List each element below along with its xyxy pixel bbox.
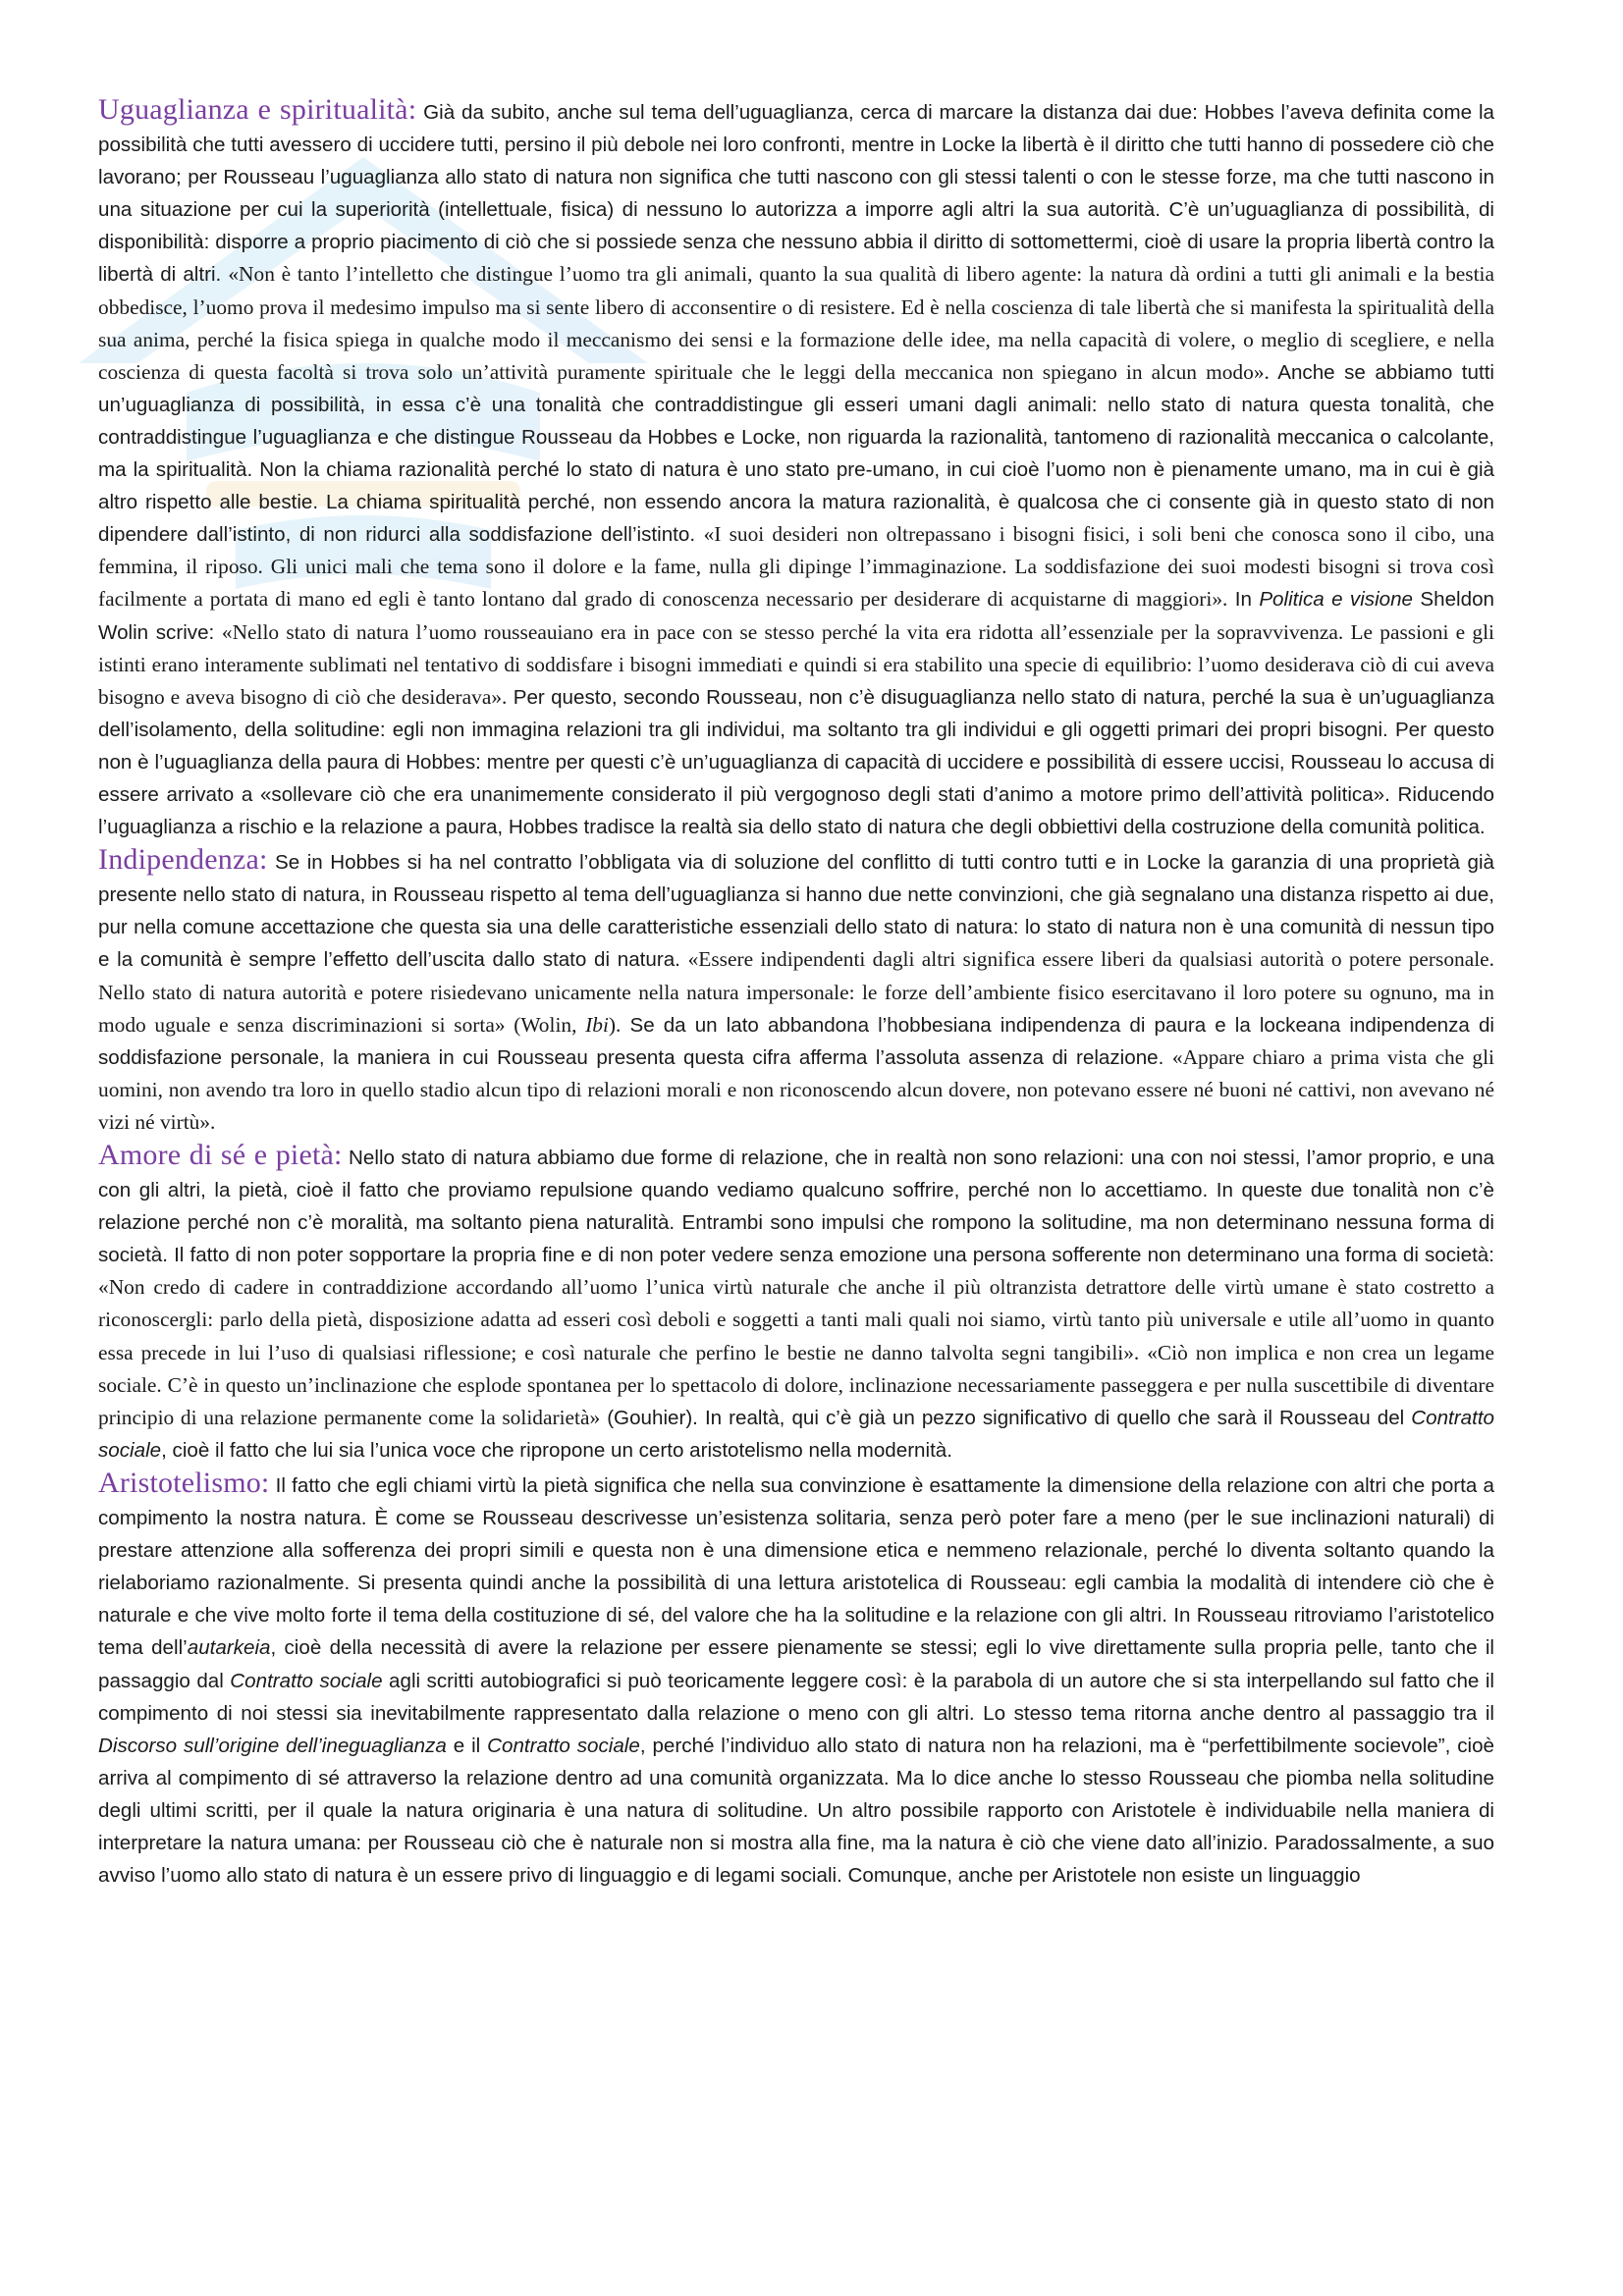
text-run: Se in Hobbes si ha nel contratto l’obbligata via di soluzione del conflitto di tutti contro tutti e in Locke la garanzia di una proprietà già presente nello stato di natura, in Rousseau rispetto al tema dell’uguaglianza si hanno due nette convinzioni, che già segnalano una distanza rispetto ai due, pur nella comune accettazione che questa sia una delle caratteristiche essenziali dello stato di natura: lo stato di natura non è una comunità di nessun tipo e la comunità è sempre l’effetto dell’uscita dallo stato di natura.: [98, 851, 1494, 972]
text-run: agli scritti autobiografici si può teoricamente leggere così: è la parabola di un autore che si sta interpellando sul fatto che il compimento di noi stessi sia inevitabilmente rappresentato dalla relazione o meno con gli altri. Lo stesso tema ritorna anche dentro al passaggio tra il: [98, 1669, 1494, 1725]
book-title: Discorso sull’origine dell’ineguaglianza: [98, 1734, 447, 1757]
term-italic: autarkeia: [187, 1636, 271, 1660]
quote-run: ).: [608, 1012, 622, 1037]
quote-run: «Non è tanto l’intelletto che distingue l’uomo tra gli animali, quanto la sua qualità di libero agente: la natura dà ordini a tutti gli animali e la bestia obbedisce, l’uomo prova il medesimo impulso ma si sente libero di acconsentire o di resistere. Ed è nella coscienza di tale libertà che si manifesta la spiritualità della sua anima, perché la fisica spiega in qualche modo il meccanismo dei sensi e la formazione delle idee, ma nella capacità di volere, o meglio di scegliere, e nella coscienza di questa facoltà si trova solo un’attività puramente spirituale che le leggi della meccanica non spiegano in alcun modo».: [98, 262, 1494, 384]
book-title: Politica e visione: [1259, 588, 1414, 612]
text-run: Se da un lato abbandona l’hobbesiana indipendenza di paura e la lockeana indipendenza di soddisfazione personale, la maniera in cui Rousseau presenta questa cifra afferma l’assoluta assenza di relazione.: [98, 1013, 1494, 1069]
text-run: In: [1227, 588, 1260, 612]
section-heading: Indipendenza:: [98, 843, 268, 877]
text-run: , cioè il fatto che lui sia l’unica voce che ripropone un certo aristotelismo nella modernità.: [161, 1438, 952, 1462]
section-heading: Amore di sé e pietà:: [98, 1139, 343, 1171]
text-run: , perché l’individuo allo stato di natura non ha relazioni, ma è “perfettibilmente socievole”, cioè arriva al compimento di sé attraverso la relazione dentro ad una comunità organizzata. Ma lo dice anche lo stesso Rousseau che piomba nella solitudine degli ultimi scritti, per il quale la natura originaria è una natura di solitudine. Un altro possibile rapporto con Aristotele è individuabile nella maniera di interpretare la natura umana: per Rousseau ciò che è naturale non si mostra alla fine, ma la natura è ciò che viene dato all’inizio. Paradossalmente, a suo avviso l’uomo allo stato di natura è un essere privo di linguaggio e di legami sociali. Comunque, anche per Aristotele non esiste un linguaggio: [98, 1734, 1494, 1888]
text-run: Nello stato di natura abbiamo due forme di relazione, che in realtà non sono relazioni: una con noi stessi, l’amor proprio, e una con gli altri, la pietà, cioè il fatto che proviamo repulsione quando vediamo qualcuno soffrire, perché non lo accettiamo. In queste due tonalità non c’è relazione perché non c’è moralità, ma soltanto piena naturalità. Entrambi sono impulsi che rompono la solitudine, ma non determinano nessuna forma di società. Il fatto di non poter sopportare la propria fine e di non poter vedere senza emozione una persona sofferente non determinano una forma di società:: [98, 1147, 1494, 1267]
text-run: Per questo, secondo Rousseau, non c’è disuguaglianza nello stato di natura, perché la sua è un’uguaglianza dell’isolamento, della solitudine: egli non immagina relazioni tra gli individui, ma soltanto tra gli individui e gli oggetti primari dei propri bisogni. Per questo non è l’uguaglianza della paura di Hobbes: mentre per questi c’è un’uguaglianza di capacità di uccidere e possibilità di essere uccisi, Rousseau lo accusa di essere arrivato a «sollevare ciò che era unanimemente considerato il più vergognoso degli stati d’animo a motore primo dell’attività politica». Riducendo l’uguaglianza a rischio e la relazione a paura, Hobbes tradisce la realtà sia dello stato di natura che degli obbiettivi della costruzione della comunità politica.: [98, 685, 1494, 839]
text-run: Sheldon Wolin scrive:: [98, 588, 1494, 644]
book-title: Contratto sociale: [98, 1406, 1494, 1462]
quote-run: «I suoi desideri non oltrepassano i bisogni fisici, i soli beni che conosca sono il cibo, una femmina, il riposo. Gli unici mali che tema sono il dolore e la fame, nulla gli dipinge l’immaginazione. La soddisfazione dei suoi modesti bisogni si trova così facilmente a portata di mano ed egli è tanto lontano dal grado di conoscenza necessario per desiderare di acquistarne di maggiori».: [98, 522, 1494, 612]
quote-run: «Appare chiaro a prima vista che gli uomini, non avendo tra loro in quello stadio alcun tipo di relazioni morali e non riconoscendo alcun dovere, non potevano essere né buoni né cattivi, non avevano né vizi né virtù».: [98, 1044, 1494, 1134]
book-title: Contratto sociale: [230, 1669, 383, 1692]
text-run: (Gouhier). In realtà, qui c’è già un pezzo significativo di quello che sarà il Rousseau del: [600, 1406, 1412, 1429]
book-title: Contratto sociale: [487, 1734, 640, 1757]
text-run: Già da subito, anche sul tema dell’uguaglianza, cerca di marcare la distanza dai due: Hobbes l’aveva definita come la possibilità che tutti avessero di uccidere tutti, persino il più debole nei loro confronti, mentre in Locke la libertà è il diritto che tutti hanno di possedere ciò che lavorano; per Rousseau l’uguaglianza allo stato di natura non significa che tutti nascono con gli stessi talenti o con le stesse forze, ma che tutti nascono in una situazione per cui la superiorità (intellettuale, fisica) di nessuno lo autorizza a imporre agli altri la sua autorità. C’è un’uguaglianza di possibilità, di disponibilità: disporre a proprio piacimento di ciò che si possiede senza che nessuno abbia il diritto di sottomettermi, cioè di usare la propria libertà contro la libertà di altri.: [98, 101, 1495, 287]
text-run: Anche se abbiamo tutti un’uguaglianza di possibilità, in essa c’è una tonalità che contraddistingue gli esseri umani dagli animali: nello stato di natura questa tonalità, che contraddistingue l’uguaglianza e che distingue Rousseau da Hobbes e Locke, non riguarda la razionalità, tantomeno di razionalità meccanica o calcolante, ma la spiritualità. Non la chiama razionalità perché lo stato di natura è uno stato pre-umano, in cui cioè l’uomo non è pienamente umano, ma in cui è già altro rispetto alle bestie. La chiama spiritualità perché, non essendo ancora la matura razionalità, è qualcosa che ci consente già in questo stato di non dipendere dall’istinto, di non ridurci alla soddisfazione dell’istinto.: [98, 360, 1494, 547]
quote-run: «Nello stato di natura l’uomo rousseauiano era in pace con se stesso perché la vita era ridotta all’essenziale per la sopravvivenza. Le passioni e gli istinti erano interamente sublimati nel tentativo di soddisfare i bisogni immediati e quindi si era stabilito una specie di equilibrio: l’uomo desiderava ciò di cui aveva bisogno e aveva bisogno di ciò che desiderava».: [98, 619, 1494, 709]
section-amore-di-se: [98, 1139, 1494, 1467]
section-aristotelismo: [98, 1467, 1494, 1892]
quote-run: «Essere indipendenti dagli altri significa essere liberi da qualsiasi autorità o potere personale. Nello stato di natura autorità e potere risiedevano unicamente nella natura impersonale: le forze dell’ambiente fisico esercitavano il loro potere su ognuno, ma in modo uguale e senza discriminazioni si sorta» (Wolin,: [98, 947, 1494, 1037]
section-uguaglianza: [98, 93, 1494, 843]
document-page: [98, 93, 1494, 1892]
text-run: Il fatto che egli chiami virtù la pietà significa che nella sua convinzione è esattamente la dimensione della relazione con altri che porta a compimento la nostra natura. È come se Rousseau descrivesse un’esistenza solitaria, senza però poter fare a meno (per le sue inclinazioni naturali) di prestare attenzione alla sofferenza dei propri simili e questa non è una dimensione etica e nemmeno relazionale, perché lo diventa soltanto quando la rielaboriamo razionalmente. Si presenta quindi anche la possibilità di una lettura aristotelica di Rousseau: egli cambia la modalità di intendere ciò che è naturale e che vive molto forte il tema della costituzione di sé, del valore che ha la solitudine e la relazione con gli altri. In Rousseau ritroviamo l’aristotelico tema dell’: [98, 1473, 1494, 1660]
section-indipendenza: [98, 843, 1494, 1139]
section-heading: Uguaglianza e spiritualità:: [98, 93, 417, 126]
quote-italic-run: Ibi: [585, 1012, 609, 1037]
text-run: , cioè della necessità di avere la relazione per essere pienamente se stessi; egli lo vive direttamente sulla propria pelle, tanto che il passaggio dal: [98, 1636, 1495, 1692]
quote-run: «Non credo di cadere in contraddizione accordando all’uomo l’unica virtù naturale che anche il più oltranzista detrattore delle virtù umane è stato costretto a riconoscergli: parlo della pietà, disposizione adatta ad esseri così deboli e soggetti a tanti mali quali noi siamo, virtù tanto più universale e utile all’uomo in quanto essa precede in lui l’uso di qualsiasi riflessione; e così naturale che perfino le bestie ne danno talvolta segni tangibili». «Ciò non implica e non crea un legame sociale. C’è in questo un’inclinazione che esplode spontanea per lo spettacolo di dolore, inclinazione necessariamente passeggera e per nulla suscettibile di diventare principio di una relazione permanente come la solidarietà»: [98, 1275, 1494, 1429]
text-run: e il: [446, 1734, 488, 1757]
section-heading: Aristotelismo:: [98, 1466, 270, 1499]
